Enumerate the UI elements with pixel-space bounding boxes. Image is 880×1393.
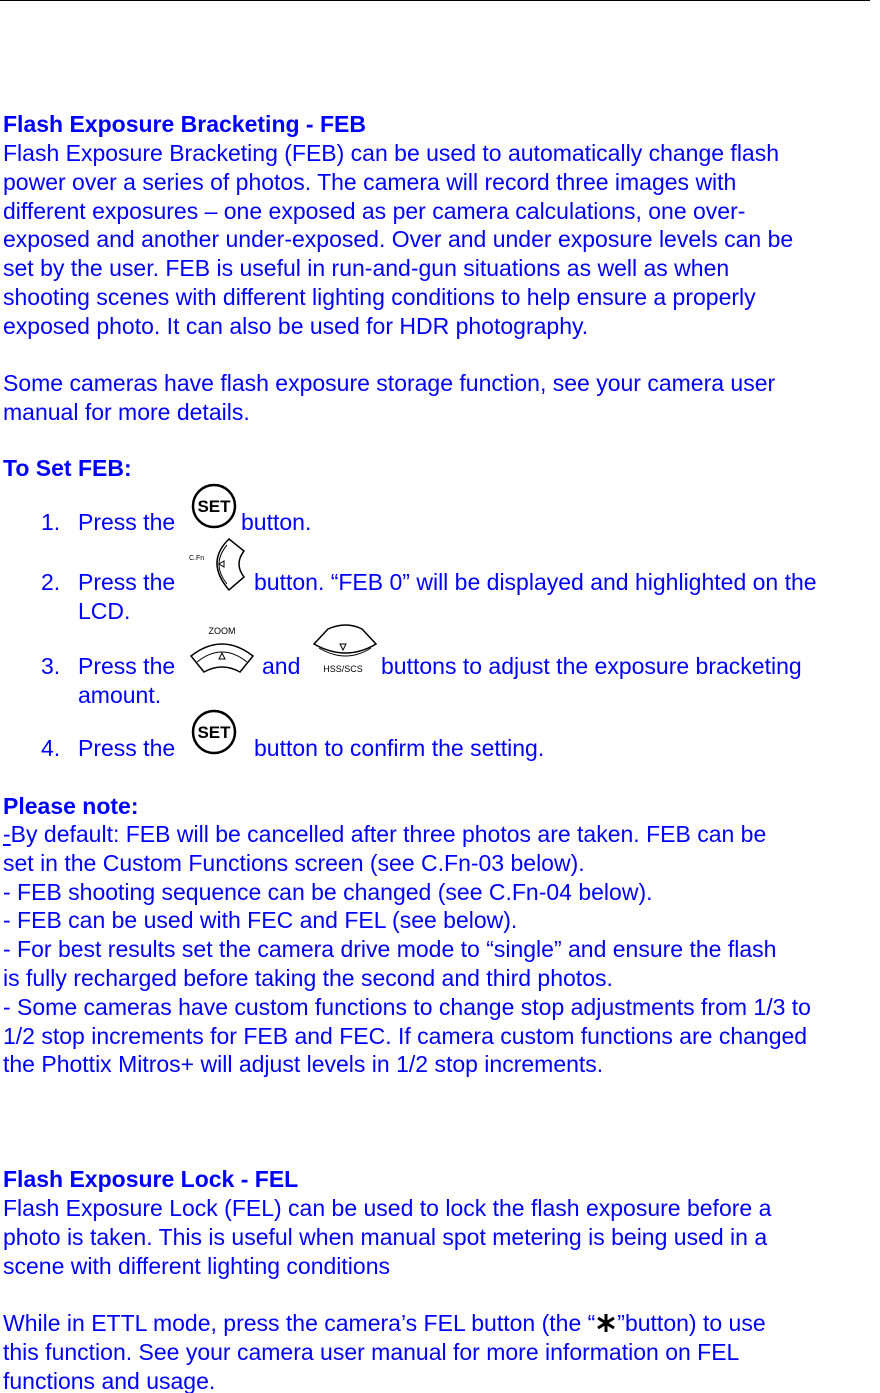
feb-heading: Flash Exposure Bracketing - FEB [3,111,366,137]
set-feb-heading: To Set FEB: [3,455,132,481]
text-line [3,820,811,849]
step-number: 4. [41,735,61,761]
text-line: the Phottix Mitros+ will adjust levels in 1/2 stop increments. [3,1051,604,1078]
text-line: - FEB can be used with FEC and FEL (see below). [3,907,518,934]
zoom-label: ZOOM [208,626,236,636]
usage-text: ”button) to use [617,1310,766,1336]
text-line: shooting scenes with different lighting conditions to help ensure a properly [3,283,756,310]
step-3-cont: amount. [78,682,162,708]
note-heading: Please note: [3,793,139,819]
fel-intro [3,1194,771,1280]
text-line [3,1309,766,1338]
set-button-icon [190,483,238,529]
text-line: manual for more details. [3,398,250,425]
step-2-post: button. “FEB 0” will be displayed and highlighted on the [254,569,817,595]
text-line: set by the user. FEB is useful in run-and-gun situations as well as when [3,255,730,282]
set-icon-label: SET [197,497,231,516]
text-line: power over a series of photos. The camera will record three images with [3,168,737,195]
text-line: exposed photo. It can also be used for HDR photography. [3,312,589,339]
step-number: 3. [41,653,61,679]
top-rule [0,0,870,1]
text-line: - FEB shooting sequence can be changed (see C.Fn-04 below). [3,878,653,905]
text-line: set in the Custom Functions screen (see C.Fn-03 below). [3,849,585,876]
cfn-left-button-icon [189,537,249,593]
note-text: By default: FEB will be cancelled after three photos are taken. FEB can be [10,821,767,847]
step-1-post: button. [241,509,312,535]
dash: - [3,821,11,847]
text-line: photo is taken. This is useful when manual spot metering is being used in a [3,1223,768,1250]
notes [3,820,811,1079]
hss-label: HSS/SCS [323,664,363,674]
text-line: different exposures – one exposed as per camera calculations, one over- [3,197,746,224]
feb-storage [3,369,775,427]
text-line: Some cameras have flash exposure storage function, see your camera user [3,370,776,396]
step-number: 1. [41,509,61,535]
fel-heading: Flash Exposure Lock - FEL [3,1166,299,1192]
text-line: Flash Exposure Lock (FEL) can be used to lock the flash exposure before a [3,1195,772,1221]
set-icon-label: SET [197,723,231,742]
text-line: exposed and another under-exposed. Over and under exposure levels can be [3,226,794,253]
step-2-cont: LCD. [78,598,131,624]
step-1-pre: Press the [78,509,176,535]
step-3-and: and [262,653,301,679]
hss-down-button-icon [312,624,378,676]
cfn-label: C.Fn [189,555,205,562]
set-button-icon [190,709,238,755]
step-number: 2. [41,569,61,595]
step-3-post: buttons to adjust the exposure bracketing [381,653,802,679]
fel-usage [3,1309,766,1393]
zoom-up-button-icon [188,624,256,676]
feb-intro [3,139,793,341]
usage-text: While in ETTL mode, press the camera’s FEL button (the “ [3,1310,596,1336]
text-line: is fully recharged before taking the second and third photos. [3,964,613,991]
text-line: this function. See your camera user manual for more information on FEL [3,1338,740,1365]
text-line: 1/2 stop increments for FEB and FEC. If camera custom functions are changed [3,1022,808,1049]
step-4-pre: Press the [78,735,176,761]
text-line: Flash Exposure Bracketing (FEB) can be used to automatically change flash [3,140,780,166]
text-line: - Some cameras have custom functions to change stop adjustments from 1/3 to [3,993,811,1020]
text-line: - For best results set the camera drive mode to “single” and ensure the flash [3,936,777,963]
step-2-pre: Press the [78,569,176,595]
fel-asterisk-icon [595,1313,617,1333]
step-4-post: button to confirm the setting. [254,735,545,761]
text-line: scene with different lighting conditions [3,1252,390,1279]
text-line: functions and usage. [3,1367,216,1393]
step-3-pre: Press the [78,653,176,679]
